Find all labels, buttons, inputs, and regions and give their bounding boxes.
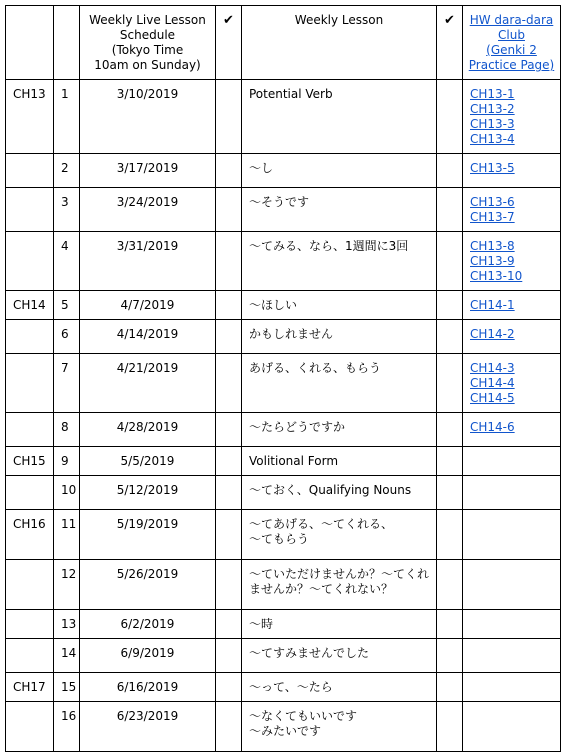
check-cell-2: [437, 702, 463, 752]
hw-link[interactable]: CH13-6: [470, 195, 515, 209]
check-cell-1: [216, 154, 242, 188]
chapter-cell: [6, 232, 54, 291]
header-schedule-line: 10am on Sunday): [94, 58, 201, 72]
live-lesson-date-cell: 5/5/2019: [80, 447, 216, 476]
hw-links-cell: [463, 510, 561, 560]
hw-link[interactable]: CH14-5: [470, 391, 515, 405]
hw-link[interactable]: CH14-2: [470, 327, 515, 341]
live-lesson-date-cell: 5/19/2019: [80, 510, 216, 560]
table-row: [6, 413, 561, 447]
weekly-lesson-line: 〜ていただけませんか？〜てくれ: [249, 567, 430, 581]
lesson-number-cell: 6: [54, 320, 80, 354]
check-cell-2: [437, 232, 463, 291]
table-row: [6, 80, 561, 154]
lesson-number-cell: 7: [54, 354, 80, 413]
lesson-number-cell: 10: [54, 476, 80, 510]
lesson-number-cell: 13: [54, 610, 80, 639]
chapter-cell: [6, 476, 54, 510]
chapter-cell: [6, 639, 54, 673]
live-lesson-date-cell: 5/12/2019: [80, 476, 216, 510]
hw-link[interactable]: CH14-4: [470, 376, 515, 390]
weekly-lesson-line: 〜ておく、Qualifying Nouns: [249, 483, 412, 497]
check-cell-1: [216, 80, 242, 154]
live-lesson-date-cell: 3/24/2019: [80, 188, 216, 232]
hw-link-line: [470, 117, 553, 147]
check-cell-1: [216, 354, 242, 413]
weekly-lesson-cell: [242, 154, 437, 188]
check-cell-1: [216, 291, 242, 320]
hw-links-cell: [463, 320, 561, 354]
hw-link[interactable]: CH13-2: [470, 102, 515, 116]
live-lesson-date-cell: 5/26/2019: [80, 560, 216, 610]
check-cell-2: [437, 320, 463, 354]
hw-link[interactable]: CH14-6: [470, 420, 515, 434]
chapter-cell: [6, 413, 54, 447]
live-lesson-date-cell: 4/14/2019: [80, 320, 216, 354]
table-row: [6, 154, 561, 188]
weekly-lesson-cell: [242, 560, 437, 610]
weekly-lesson-line: 〜し: [249, 161, 274, 175]
lesson-number-cell: 4: [54, 232, 80, 291]
check-cell-2: [437, 560, 463, 610]
hw-link[interactable]: CH13-5: [470, 161, 515, 175]
header-schedule-line: Weekly Live Lesson: [89, 13, 206, 27]
check-cell-2: [437, 610, 463, 639]
table-row: [6, 320, 561, 354]
hw-links-cell: [463, 673, 561, 702]
check-cell-2: [437, 188, 463, 232]
live-lesson-date-cell: 4/28/2019: [80, 413, 216, 447]
weekly-lesson-cell: [242, 188, 437, 232]
weekly-lesson-cell: [242, 232, 437, 291]
lesson-number-cell: 9: [54, 447, 80, 476]
lesson-number-cell: 5: [54, 291, 80, 320]
check-cell-2: [437, 510, 463, 560]
weekly-lesson-line: 〜なくてもいいです: [249, 709, 358, 723]
hw-link-line: [470, 269, 553, 284]
check-cell-2: [437, 476, 463, 510]
check-cell-2: [437, 154, 463, 188]
hw-header-line[interactable]: Club: [498, 28, 525, 42]
check-cell-1: [216, 610, 242, 639]
chapter-cell: CH14: [6, 291, 54, 320]
weekly-lesson-line: 〜時: [249, 617, 274, 631]
header-lesson-cell: Weekly Lesson: [242, 6, 437, 80]
chapter-cell: [6, 320, 54, 354]
hw-links-cell: [463, 610, 561, 639]
hw-link-line: [470, 239, 553, 269]
hw-links-cell: [463, 80, 561, 154]
weekly-lesson-line: 〜って、〜たら: [249, 680, 333, 694]
hw-link-line: [470, 420, 553, 435]
table-row: [6, 639, 561, 673]
lesson-number-cell: 14: [54, 639, 80, 673]
live-lesson-date-cell: 6/9/2019: [80, 639, 216, 673]
check-cell-1: [216, 639, 242, 673]
lesson-number-cell: 2: [54, 154, 80, 188]
lesson-number-cell: 11: [54, 510, 80, 560]
live-lesson-date-cell: 3/31/2019: [80, 232, 216, 291]
hw-link[interactable]: CH14-1: [470, 298, 515, 312]
check-cell-1: [216, 320, 242, 354]
check-cell-2: [437, 639, 463, 673]
chapter-cell: [6, 610, 54, 639]
header-number-cell: [54, 6, 80, 80]
weekly-lesson-cell: [242, 510, 437, 560]
live-lesson-date-cell: 4/7/2019: [80, 291, 216, 320]
weekly-lesson-cell: [242, 80, 437, 154]
weekly-lesson-cell: [242, 639, 437, 673]
weekly-lesson-line: 〜てみる、なら、1週間に3回: [249, 239, 409, 253]
weekly-lesson-cell: [242, 673, 437, 702]
weekly-lesson-cell: [242, 447, 437, 476]
hw-links-cell: [463, 447, 561, 476]
hw-link[interactable]: CH13-9: [470, 254, 515, 268]
weekly-lesson-line: 〜てもらう: [249, 532, 310, 546]
chapter-cell: [6, 702, 54, 752]
chapter-cell: [6, 154, 54, 188]
table-row: [6, 673, 561, 702]
check-cell-2: [437, 291, 463, 320]
table-row: [6, 510, 561, 560]
hw-links-cell: [463, 354, 561, 413]
weekly-lesson-line: 〜たらどうですか: [249, 420, 346, 434]
check-cell-2: [437, 354, 463, 413]
check-cell-1: [216, 413, 242, 447]
table-row: [6, 476, 561, 510]
weekly-lesson-line: 〜みたいです: [249, 724, 322, 738]
weekly-lesson-line: あげる、くれる、もらう: [249, 361, 382, 375]
weekly-lesson-cell: [242, 476, 437, 510]
chapter-cell: CH16: [6, 510, 54, 560]
hw-link[interactable]: CH13-3: [470, 117, 515, 131]
check-cell-2: [437, 447, 463, 476]
check-cell-1: [216, 673, 242, 702]
check-cell-2: [437, 80, 463, 154]
lesson-number-cell: 15: [54, 673, 80, 702]
hw-links-cell: [463, 560, 561, 610]
weekly-lesson-line: 〜てあげる、〜てくれる、: [249, 517, 394, 531]
weekly-lesson-cell: [242, 413, 437, 447]
hw-link-line: [470, 327, 553, 342]
table-row: [6, 702, 561, 752]
weekly-lesson-cell: [242, 291, 437, 320]
header-chapter-cell: [6, 6, 54, 80]
hw-link[interactable]: CH13-4: [470, 132, 515, 146]
hw-header-line[interactable]: Practice Page): [468, 58, 555, 72]
hw-links-cell: [463, 188, 561, 232]
weekly-lesson-cell: [242, 354, 437, 413]
header-check-2: ✔: [437, 6, 463, 80]
live-lesson-date-cell: 6/23/2019: [80, 702, 216, 752]
lesson-number-cell: 3: [54, 188, 80, 232]
chapter-cell: [6, 188, 54, 232]
table-row: [6, 447, 561, 476]
hw-links-cell: [463, 154, 561, 188]
live-lesson-date-cell: 4/21/2019: [80, 354, 216, 413]
check-cell-2: [437, 673, 463, 702]
chapter-cell: [6, 354, 54, 413]
live-lesson-date-cell: 3/17/2019: [80, 154, 216, 188]
hw-link[interactable]: CH13-8: [470, 239, 515, 253]
weekly-lesson-line: ませんか？〜てくれない？: [249, 582, 394, 596]
hw-link-line: [470, 298, 553, 313]
check-cell-1: [216, 702, 242, 752]
hw-link-line: [470, 87, 553, 117]
chapter-cell: CH13: [6, 80, 54, 154]
hw-link[interactable]: CH13-1: [470, 87, 515, 101]
hw-header-link[interactable]: [466, 13, 557, 73]
weekly-lesson-line: 〜そうです: [249, 195, 310, 209]
lesson-number-cell: 16: [54, 702, 80, 752]
lesson-schedule-table: [5, 5, 561, 752]
hw-links-cell: [463, 413, 561, 447]
check-cell-1: [216, 476, 242, 510]
hw-links-cell: [463, 639, 561, 673]
chapter-cell: [6, 560, 54, 610]
live-lesson-date-cell: 6/2/2019: [80, 610, 216, 639]
hw-link-line: [470, 161, 553, 176]
check-cell-1: [216, 510, 242, 560]
hw-links-cell: [463, 232, 561, 291]
hw-link-line: [470, 361, 553, 391]
hw-link-line: [470, 195, 553, 225]
lesson-number-cell: 1: [54, 80, 80, 154]
hw-link[interactable]: CH14-3: [470, 361, 515, 375]
live-lesson-date-cell: 6/16/2019: [80, 673, 216, 702]
table-row: [6, 560, 561, 610]
hw-links-cell: [463, 476, 561, 510]
hw-links-cell: [463, 702, 561, 752]
weekly-lesson-line: 〜ほしい: [249, 298, 298, 312]
lesson-number-cell: 8: [54, 413, 80, 447]
hw-links-cell: [463, 291, 561, 320]
hw-header-line[interactable]: HW dara-dara: [469, 13, 554, 27]
weekly-lesson-line: かもしれません: [249, 327, 334, 341]
chapter-cell: CH17: [6, 673, 54, 702]
weekly-lesson-cell: [242, 702, 437, 752]
header-schedule-line: (Tokyo Time: [111, 43, 184, 57]
check-cell-2: [437, 413, 463, 447]
weekly-lesson-line: Volitional Form: [249, 454, 339, 468]
weekly-lesson-cell: [242, 320, 437, 354]
hw-link-line: [470, 391, 553, 406]
chapter-cell: CH15: [6, 447, 54, 476]
check-cell-1: [216, 188, 242, 232]
header-check-1: ✔: [216, 6, 242, 80]
hw-link[interactable]: CH13-7: [470, 210, 515, 224]
weekly-lesson-line: 〜てすみませんでした: [249, 646, 370, 660]
hw-header-line[interactable]: (Genki 2: [486, 43, 537, 57]
check-cell-1: [216, 560, 242, 610]
header-schedule-line: Schedule: [119, 28, 176, 42]
lesson-number-cell: 12: [54, 560, 80, 610]
weekly-lesson-cell: [242, 610, 437, 639]
header-schedule-cell: [80, 6, 216, 80]
table-row: [6, 610, 561, 639]
check-cell-1: [216, 232, 242, 291]
table-row: [6, 232, 561, 291]
header-row: [6, 6, 561, 80]
check-cell-1: [216, 447, 242, 476]
live-lesson-date-cell: 3/10/2019: [80, 80, 216, 154]
table-row: [6, 188, 561, 232]
weekly-lesson-line: Potential Verb: [249, 87, 333, 101]
table-row: [6, 354, 561, 413]
table-row: [6, 291, 561, 320]
header-hw-cell[interactable]: [463, 6, 561, 80]
hw-link[interactable]: CH13-10: [470, 269, 523, 283]
